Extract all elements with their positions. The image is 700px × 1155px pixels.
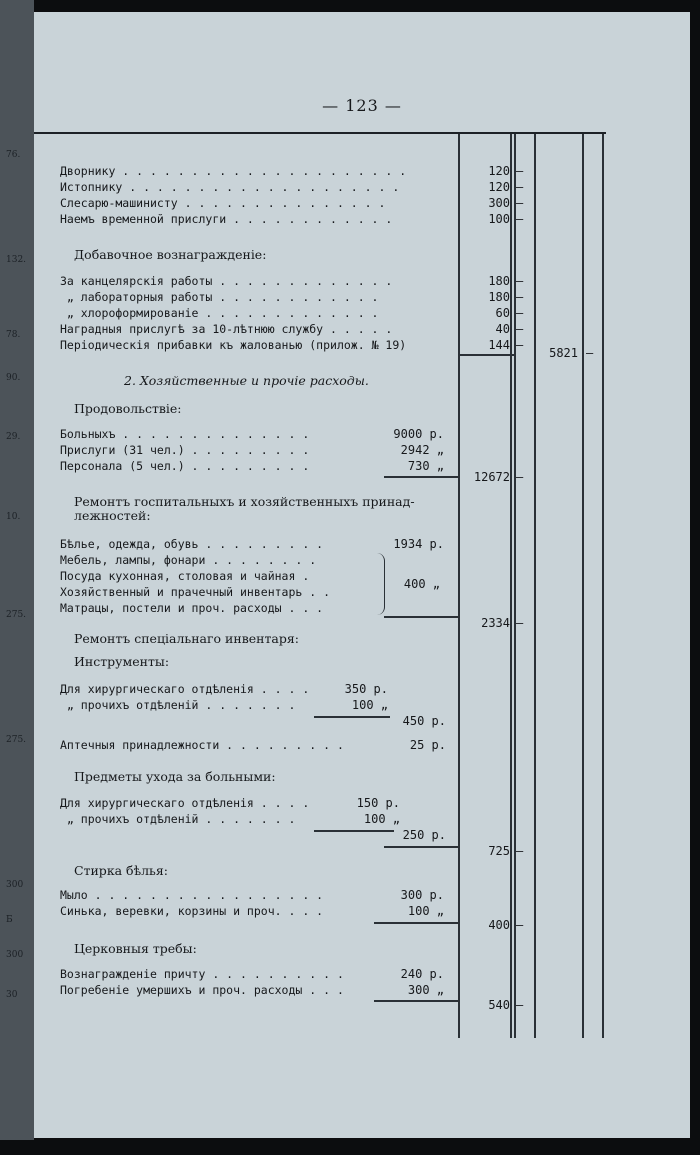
extra-title: Добавочное вознагражденіе: — [74, 247, 267, 262]
margin-mark: 300 — [6, 950, 24, 960]
instruments-amount: 350 р. — [344, 682, 388, 696]
repair-group-amount: 400 „ — [403, 577, 440, 591]
section-total: 5821 — [549, 346, 578, 360]
church-label: Вознагражденіе причту . . . . . . . . . . — [60, 967, 344, 981]
care-amount: 100 „ — [363, 812, 400, 826]
extra-label: За канцелярскія работы . . . . . . . . . . . . . — [60, 274, 393, 288]
dash-mark: — — [516, 212, 524, 226]
laundry-amount: 300 р. — [400, 888, 444, 902]
column-rule — [514, 134, 516, 1038]
food-label: Прислуги (31 чел.) . . . . . . . . . — [60, 443, 310, 457]
food-total: 12672 — [473, 470, 510, 484]
care-label: Для хирургическаго отдѣленія . . . . — [60, 796, 310, 810]
sum-rule — [384, 616, 458, 618]
sum-rule — [458, 354, 514, 356]
column-rule — [534, 134, 536, 1038]
repair-label: Матрацы, постели и проч. расходы . . . — [60, 601, 324, 615]
dash-mark: — — [516, 164, 524, 178]
sum-rule — [384, 846, 458, 848]
column-rule — [582, 134, 584, 1038]
sum-rule — [374, 1000, 458, 1002]
repair-label: Посуда кухонная, столовая и чайная . — [60, 569, 310, 583]
staff-label: Дворнику . . . . . . . . . . . . . . . . . . . . . — [60, 164, 407, 178]
extra-label: „ хлороформированіе . . . . . . . . . . . . . — [60, 306, 379, 320]
special-title: Ремонтъ спеціальнаго инвентаря: — [74, 631, 299, 646]
margin-mark: 90. — [6, 373, 21, 383]
instruments-title: Инструменты: — [74, 654, 170, 669]
margin-mark: 78. — [6, 330, 21, 340]
margin-mark: 30 — [6, 990, 18, 1000]
dash-mark: — — [516, 338, 524, 352]
margin-mark: 10. — [6, 512, 21, 522]
sum-rule — [384, 476, 458, 478]
repair-label: Мебель, лампы, фонари . . . . . . . . — [60, 553, 317, 567]
margin-mark: 132. — [6, 255, 27, 265]
instruments-label: „ прочихъ отдѣленій . . . . . . . — [60, 698, 296, 712]
food-label: Персонала (5 чел.) . . . . . . . . . — [60, 459, 310, 473]
column-rule — [602, 134, 604, 1038]
margin-mark: 76. — [6, 150, 21, 160]
church-amount: 240 р. — [400, 967, 444, 981]
top-rule — [34, 132, 606, 134]
food-amount: 9000 р. — [393, 427, 444, 441]
extra-amount: 60 — [495, 306, 510, 320]
care-amount: 150 р. — [356, 796, 400, 810]
care-total: 250 р. — [402, 828, 446, 842]
staff-label: Истопнику . . . . . . . . . . . . . . . . . . . . — [60, 180, 400, 194]
column-rule — [458, 134, 460, 1038]
extra-amount: 180 — [488, 274, 510, 288]
dash-mark: — — [516, 306, 524, 320]
staff-amount: 300 — [488, 196, 510, 210]
margin-mark: 300 — [6, 880, 24, 890]
left-page-edge — [0, 0, 34, 1140]
margin-mark: 275. — [6, 735, 27, 745]
dash-mark: — — [586, 346, 594, 360]
church-amount: 300 „ — [407, 983, 444, 997]
church-title: Церковныя требы: — [74, 941, 197, 956]
pharmacy-label: Аптечныя принадлежности . . . . . . . . . — [60, 738, 344, 752]
laundry-label: Мыло . . . . . . . . . . . . . . . . . — [60, 888, 324, 902]
extra-label: Періодическія прибавки къ жалованью (прилож. № 19) — [60, 338, 407, 352]
church-label: Погребеніе умершихъ и проч. расходы . . . — [60, 983, 344, 997]
care-label: „ прочихъ отдѣленій . . . . . . . — [60, 812, 296, 826]
instruments-total: 450 р. — [402, 714, 446, 728]
repair-label: Хозяйственный и прачечный инвентарь . . — [60, 585, 331, 599]
extra-label: „ лабораторныя работы . . . . . . . . . . . . — [60, 290, 379, 304]
special-total: 725 — [488, 844, 510, 858]
staff-label: Наемъ временной прислуги . . . . . . . . . . . . — [60, 212, 393, 226]
dash-mark: — — [516, 290, 524, 304]
laundry-label: Синька, веревки, корзины и проч. . . . — [60, 904, 324, 918]
document-page — [34, 12, 690, 1138]
extra-amount: 180 — [488, 290, 510, 304]
laundry-total: 400 — [488, 918, 510, 932]
church-total: 540 — [488, 998, 510, 1012]
repair-amount: 1934 р. — [393, 537, 444, 551]
repair-total: 2334 — [481, 616, 510, 630]
laundry-amount: 100 „ — [407, 904, 444, 918]
extra-amount: 40 — [495, 322, 510, 336]
margin-mark: 29. — [6, 432, 21, 442]
section2-title: 2. Хозяйственные и прочіе расходы. — [124, 373, 369, 388]
margin-mark: 275. — [6, 610, 27, 620]
sum-rule — [314, 716, 390, 718]
care-title: Предметы ухода за больными: — [74, 769, 276, 784]
food-title: Продовольствіе: — [74, 401, 182, 416]
pharmacy-amount: 25 р. — [409, 738, 446, 752]
laundry-title: Стирка бѣлья: — [74, 863, 168, 878]
dash-mark: — — [516, 180, 524, 194]
sum-rule — [374, 922, 458, 924]
dash-mark: — — [516, 918, 524, 932]
repair-title: Ремонтъ госпитальныхъ и хозяйственныхъ принад- лежностей: — [74, 494, 415, 523]
staff-amount: 120 — [488, 180, 510, 194]
dash-mark: — — [516, 322, 524, 336]
dash-mark: — — [516, 274, 524, 288]
margin-mark: Б — [6, 915, 13, 925]
food-amount: 730 „ — [407, 459, 444, 473]
food-amount: 2942 „ — [400, 443, 444, 457]
dash-mark: — — [516, 616, 524, 630]
dash-mark: — — [516, 470, 524, 484]
extra-label: Наградныя прислугѣ за 10-лѣтнюю службу . . . . . — [60, 322, 393, 336]
dash-mark: — — [516, 196, 524, 210]
food-label: Больныхъ . . . . . . . . . . . . . . — [60, 427, 310, 441]
dash-mark: — — [516, 998, 524, 1012]
instruments-label: Для хирургическаго отдѣленія . . . . — [60, 682, 310, 696]
instruments-amount: 100 „ — [351, 698, 388, 712]
page-number: — 123 — — [322, 96, 402, 115]
staff-amount: 120 — [488, 164, 510, 178]
left-page-margin-text — [6, 0, 36, 1140]
repair-label: Бѣлье, одежда, обувь . . . . . . . . . — [60, 537, 324, 551]
dash-mark: — — [516, 844, 524, 858]
column-rule — [510, 134, 512, 1038]
extra-amount: 144 — [488, 338, 510, 352]
staff-amount: 100 — [488, 212, 510, 226]
staff-label: Слесарю-машинисту . . . . . . . . . . . . . . . — [60, 196, 386, 210]
